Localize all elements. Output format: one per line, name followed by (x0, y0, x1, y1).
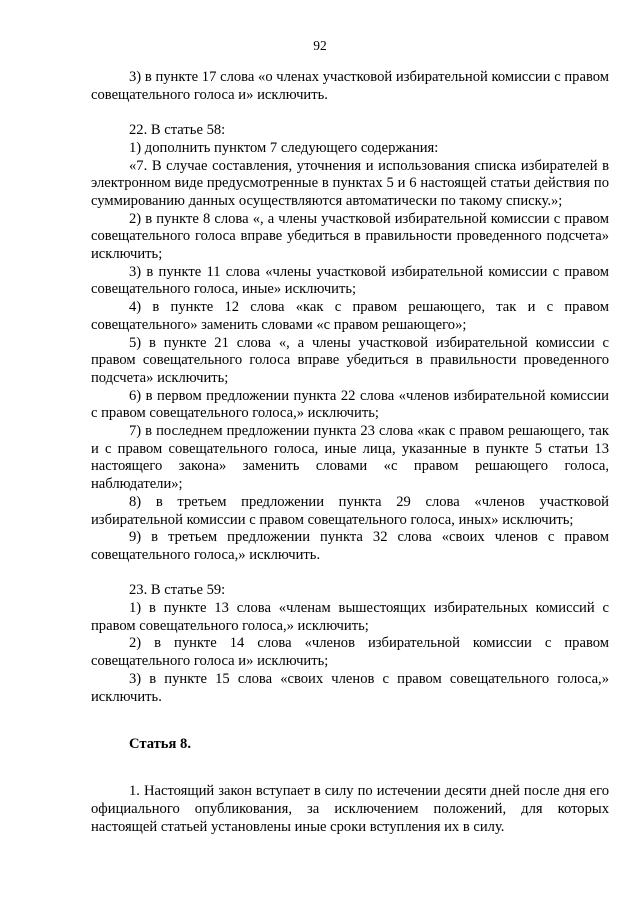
paragraph-58-item-2: 2) в пункте 8 слова «, а члены участковой избирательной комиссии с правом совещательного голоса вправе убедиться в правильности проведенного подсчета» исключить; (91, 210, 609, 263)
paragraph-58-item-8: 8) в третьем предложении пункта 29 слова «членов участковой избирательной комиссии с правом совещательного голоса, иных» исключить; (91, 493, 609, 528)
paragraph-58-item-1: 1) дополнить пунктом 7 следующего содержания: (129, 139, 439, 156)
section-23-heading: 23. В статье 59: (129, 582, 226, 599)
paragraph-59-item-1: 1) в пункте 13 слова «членам вышестоящих избирательных комиссий с правом совещательного голоса,» исключить; (91, 600, 609, 634)
paragraph-58-item-5: 5) в пункте 21 слова «, а члены участковой избирательной комиссии с правом совещательного голоса вправе убедиться в правильности проведенного подсчета» исключить; (91, 334, 609, 386)
paragraph-58-item-7: 7) в последнем предложении пункта 23 слова «как с правом решающего, так и с правом совещательного голоса, иные лица, указанные в пункте 5 статьи 13 настоящего закона» заменить словами «с правом решающего голоса, наблюдатели»; (91, 423, 609, 493)
paragraph-58-item-6: 6) в первом предложении пункта 22 слова «членов избирательной комиссии с правом совещательного голоса,» исключить; (91, 387, 609, 422)
article-8-heading: Статья 8. (129, 735, 191, 752)
paragraph-59-item-3: 3) в пункте 15 слова «своих членов с правом совещательного голоса,» исключить. (91, 670, 609, 705)
section-22-heading: 22. В статье 58: (129, 122, 226, 139)
paragraph-58-item-9: 9) в третьем предложении пункта 32 слова «своих членов с правом совещательного голоса,» исключить. (91, 529, 609, 563)
paragraph-58-item-1-quote: «7. В случае составления, уточнения и использования списка избирателей в электронном виде предусмотренные в пунктах 5 и 6 настоящей статьи действия по суммированию данных осуществляются автоматически по такому списку.»; (91, 157, 609, 209)
paragraph-article-57-item-3: 3) в пункте 17 слова «о членах участковой избирательной комиссии с правом совещательного голоса и» исключить. (91, 69, 609, 103)
paragraph-58-item-4: 4) в пункте 12 слова «как с правом решающего, так и с правом совещательного» заменить словами «с правом решающего»; (91, 299, 609, 333)
paragraph-article-8-item-1: 1. Настоящий закон вступает в силу по истечении десяти дней после дня его официального опубликования, за исключением положений, для которых настоящей статьей установлены иные сроки вступления их в силу. (91, 783, 609, 835)
paragraph-58-item-3: 3) в пункте 11 слова «члены участковой избирательной комиссии с правом совещательного голоса, иные» исключить; (91, 263, 609, 298)
document-body (91, 69, 609, 836)
paragraph-59-item-2: 2) в пункте 14 слова «членов избирательной комиссии с правом совещательного голоса и» исключить; (91, 635, 609, 670)
page-number: 92 (313, 38, 327, 53)
